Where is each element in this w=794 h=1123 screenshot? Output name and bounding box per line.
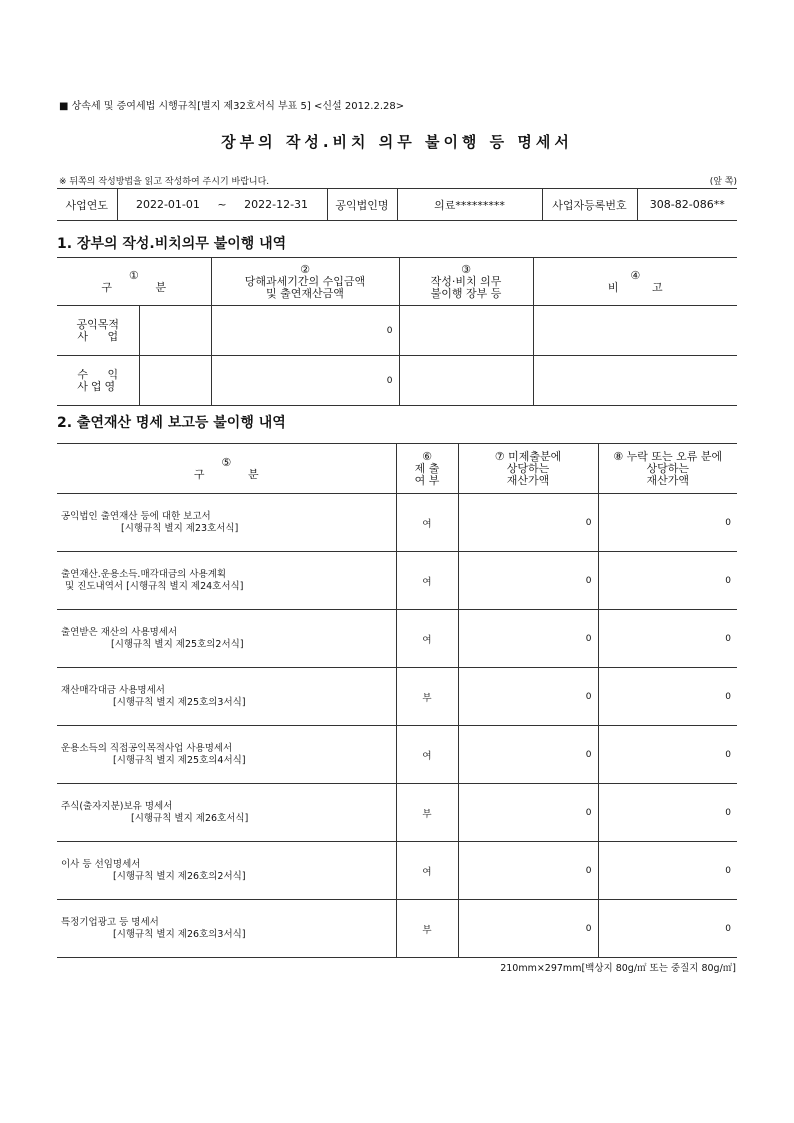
s2-row-line1: 특정기업광고 등 명세서: [61, 916, 159, 928]
s2-row-line1: 재산매각대금 사용명세서: [61, 684, 165, 696]
s2-row-submitted[interactable]: 여: [396, 552, 458, 610]
s2-row-label: [57, 610, 396, 668]
table-row: [57, 842, 737, 900]
s1-row-remarks[interactable]: [533, 306, 737, 356]
s1-row-books[interactable]: [399, 356, 533, 406]
s1-row-extra[interactable]: [139, 306, 211, 356]
s1-row-line2: 사 업: [77, 329, 119, 343]
s2-row-line1: 출연재산.운용소득.매각대금의 사용계획: [61, 568, 227, 580]
s1-c2-line2: 및 출연재산금액: [266, 286, 344, 300]
info-row: [57, 189, 737, 221]
s2-row-label: [57, 552, 396, 610]
s2-c7-line2: 상당하는: [506, 461, 550, 475]
s2-row-submitted[interactable]: 부: [396, 900, 458, 958]
s2-header-category: [57, 444, 396, 494]
s1-header-remarks: [533, 258, 737, 306]
s1-c3-line2: 불이행 장부 등: [430, 286, 502, 300]
s2-row-omitted-value[interactable]: 0: [598, 494, 737, 552]
s2-row-unsubmitted-value[interactable]: 0: [458, 842, 598, 900]
s2-row-label: [57, 784, 396, 842]
table-row: [57, 784, 737, 842]
s2-row-unsubmitted-value[interactable]: 0: [458, 668, 598, 726]
s2-row-line2: [시행규칙 별지 제23호서식]: [121, 522, 239, 534]
s2-row-submitted[interactable]: 여: [396, 726, 458, 784]
section1-header-row: [57, 258, 737, 306]
s2-row-omitted-value[interactable]: 0: [598, 842, 737, 900]
s1-header-books: [399, 258, 533, 306]
s2-row-omitted-value[interactable]: 0: [598, 610, 737, 668]
s2-row-unsubmitted-value[interactable]: 0: [458, 784, 598, 842]
s1-c2-line1: 당해과세기간의 수입금액: [244, 274, 366, 288]
year-label: 사업연도: [57, 189, 117, 221]
s2-c7-line1: ⑦ 미제출분에: [494, 449, 562, 463]
s2-row-omitted-value[interactable]: 0: [598, 726, 737, 784]
s1-row-amount[interactable]: 0: [211, 356, 399, 406]
table-row: [57, 726, 737, 784]
year-to: 2022-12-31: [244, 198, 309, 211]
s2-c8-line2: 상당하는: [646, 461, 689, 475]
s2-row-submitted[interactable]: 여: [396, 610, 458, 668]
year-range[interactable]: [117, 189, 327, 221]
s2-c8-line1: ⑧ 누락 또는 오류 분에: [613, 449, 723, 463]
s1-c3-num: ③: [461, 262, 471, 276]
s2-row-omitted-value[interactable]: 0: [598, 900, 737, 958]
table-row: [57, 356, 737, 406]
s2-row-omitted-value[interactable]: 0: [598, 668, 737, 726]
s1-row-line2: 사업영: [77, 379, 119, 393]
s2-c8-line3: 재산가액: [646, 473, 689, 487]
s1-row-amount[interactable]: 0: [211, 306, 399, 356]
s1-row-extra[interactable]: [139, 356, 211, 406]
s2-c6-line2: 여 부: [414, 473, 440, 487]
s2-row-unsubmitted-value[interactable]: 0: [458, 726, 598, 784]
biz-label: 사업자등록번호: [542, 189, 637, 221]
section2-header-row: [57, 444, 737, 494]
s1-row-label: [57, 306, 139, 356]
s2-row-line2: [시행규칙 별지 제26호의2서식]: [113, 870, 246, 882]
s2-row-line2: [시행규칙 별지 제25호의3서식]: [113, 696, 246, 708]
s2-row-label: [57, 668, 396, 726]
s1-row-line1: 공익목적: [76, 317, 119, 331]
s2-row-line2: 및 진도내역서 [시행규칙 별지 제24호서식]: [65, 580, 244, 592]
page-title: 장부의 작성.비치 의무 불이행 등 명세서: [221, 133, 573, 151]
s1-row-label: [57, 356, 139, 406]
s1-row-remarks[interactable]: [533, 356, 737, 406]
s2-row-submitted[interactable]: 부: [396, 784, 458, 842]
s2-row-submitted[interactable]: 여: [396, 494, 458, 552]
section1-title: 1. 장부의 작성.비치의무 불이행 내역: [57, 236, 287, 252]
s1-header-revenue: [211, 258, 399, 306]
s1-c3-line1: 작성·비치 의무: [430, 274, 502, 288]
s2-row-label: [57, 726, 396, 784]
page-side-label: (앞 쪽): [709, 177, 737, 187]
s2-header-unsubmitted: [458, 444, 598, 494]
table-row: [57, 494, 737, 552]
biz-value[interactable]: 308-82-086**: [637, 189, 737, 221]
paper-spec: 210mm×297mm[백상지 80g/㎡ 또는 중질지 80g/㎡]: [500, 963, 736, 974]
s2-row-unsubmitted-value[interactable]: 0: [458, 900, 598, 958]
s2-row-line1: 운용소득의 직접공익목적사업 사용명세서: [61, 742, 233, 754]
s2-row-line1: 이사 등 선임명세서: [61, 858, 141, 870]
s2-row-omitted-value[interactable]: 0: [598, 552, 737, 610]
table-row: [57, 552, 737, 610]
s2-row-unsubmitted-value[interactable]: 0: [458, 494, 598, 552]
s2-row-line2: [시행규칙 별지 제25호의2서식]: [111, 638, 244, 650]
s2-header-submitted: [396, 444, 458, 494]
s1-c1-num: ①: [128, 268, 139, 282]
s2-row-line2: [시행규칙 별지 제26호의3서식]: [113, 928, 246, 940]
s1-row-books[interactable]: [399, 306, 533, 356]
s2-row-line1: 출연받은 재산의 사용명세서: [61, 626, 178, 638]
form-reference: ■ 상속세 및 증여세법 시행규칙[별지 제32호서식 부표 5] <신설 2012.2.28>: [59, 101, 405, 112]
s2-header-omitted: [598, 444, 737, 494]
s2-c5-num: ⑤: [221, 455, 232, 469]
info-table: [57, 188, 737, 221]
s2-row-line1: 주식(출자지분)보유 명세서: [61, 800, 173, 812]
s1-c4-num: ④: [630, 268, 641, 282]
s2-row-submitted[interactable]: 부: [396, 668, 458, 726]
s2-row-line2: [시행규칙 별지 제26호서식]: [131, 812, 249, 824]
year-from: 2022-01-01: [135, 198, 200, 211]
s2-row-unsubmitted-value[interactable]: 0: [458, 552, 598, 610]
s2-c5-label: 구 분: [193, 467, 259, 481]
s2-row-unsubmitted-value[interactable]: 0: [458, 610, 598, 668]
section2-table: [57, 443, 737, 958]
s2-c6-num: ⑥: [422, 449, 432, 463]
table-row: [57, 306, 737, 356]
table-row: [57, 900, 737, 958]
section1-table: [57, 257, 737, 406]
s1-c4-label: 비 고: [607, 280, 663, 294]
s2-c6-line1: 제 출: [414, 461, 440, 475]
s2-c7-line3: 재산가액: [506, 473, 550, 487]
s2-row-line1: 공익법인 출연재산 등에 대한 보고서: [61, 510, 211, 522]
s2-row-label: [57, 842, 396, 900]
s2-row-omitted-value[interactable]: 0: [598, 784, 737, 842]
s2-row-submitted[interactable]: 여: [396, 842, 458, 900]
s1-c2-num: ②: [300, 262, 310, 276]
table-row: [57, 668, 737, 726]
corp-label: 공익법인명: [327, 189, 397, 221]
s1-header-category: [57, 258, 211, 306]
year-sep: ~: [217, 198, 227, 211]
s2-row-label: [57, 494, 396, 552]
s1-row-line1: 수 익: [77, 367, 119, 381]
instruction-note: ※ 뒤쪽의 작성방법을 읽고 작성하여 주시기 바랍니다.: [59, 177, 270, 187]
table-row: [57, 610, 737, 668]
s2-row-label: [57, 900, 396, 958]
s1-c1-label: 구 분: [101, 280, 167, 294]
s2-row-line2: [시행규칙 별지 제25호의4서식]: [113, 754, 246, 766]
corp-value[interactable]: 의료*********: [397, 189, 542, 221]
section2-title: 2. 출연재산 명세 보고등 불이행 내역: [57, 415, 286, 431]
